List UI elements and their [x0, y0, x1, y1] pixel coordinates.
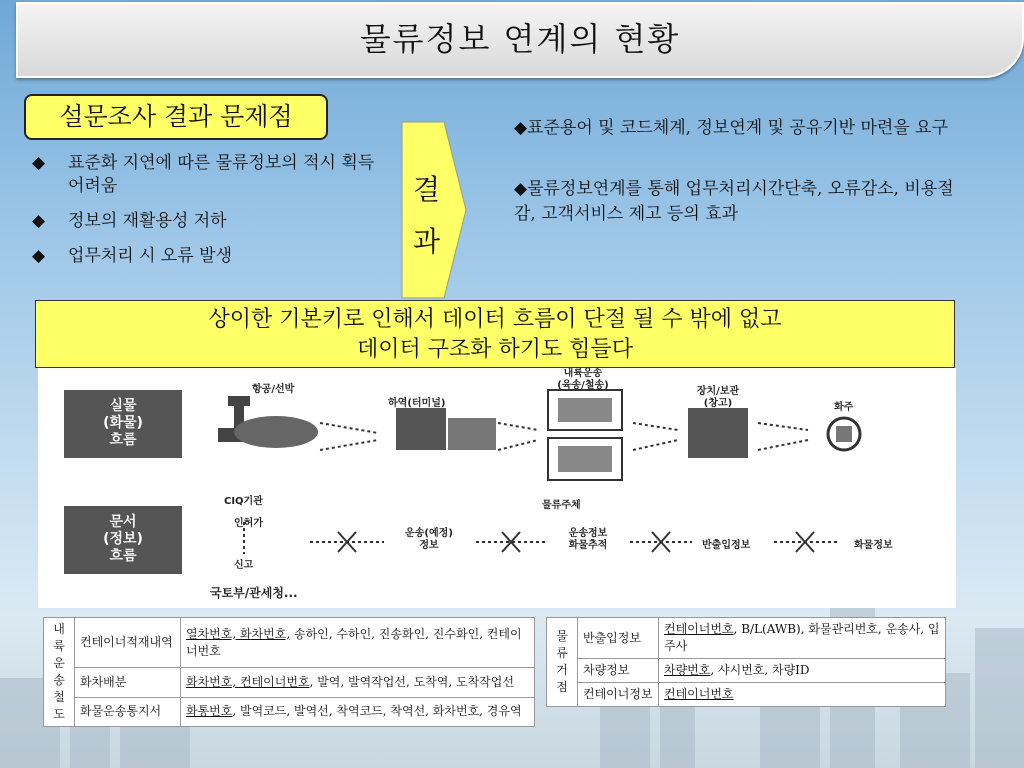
- hub-group-label: 물류거점: [547, 618, 578, 707]
- problem-item-text: 업무처리 시 오류 발생: [68, 246, 233, 266]
- table-cell: [181, 697, 535, 726]
- underlined-text: 차량번호: [664, 663, 711, 677]
- table-cell: 반출입정보: [578, 618, 659, 659]
- ciq-label: CIQ기관: [224, 496, 263, 507]
- page-title: 물류정보 연계의 현황: [359, 20, 681, 58]
- table-row: [547, 659, 946, 683]
- cell-text: 송하인, 수하인, 진송화인, 진수화인, 컨테이너번호: [186, 626, 522, 658]
- diamond-bullet-icon: ◆: [32, 246, 46, 266]
- table-cell: 화물운송통지서: [75, 697, 181, 726]
- problem-item: [32, 245, 392, 268]
- ministry-label: 국토부/관세청...: [210, 586, 298, 600]
- transport-track-label: 운송정보 화물추적: [568, 528, 608, 551]
- underlined-text: 열차번호, 화차번호,: [186, 626, 291, 641]
- title-bar: [16, 2, 1024, 78]
- banner-line-2: 데이터 구조화 하기도 힘들다: [356, 337, 633, 362]
- table-cell: [181, 618, 535, 668]
- diamond-bullet-icon: ◆: [32, 153, 46, 173]
- underlined-text: 컨테이너번호: [664, 687, 734, 701]
- terminal-icon: [396, 408, 496, 450]
- problem-item-text: 정보의 재활용성 저하: [68, 211, 227, 231]
- flow-diagram: [38, 368, 956, 608]
- inout-info-label: 반출입정보: [702, 540, 751, 551]
- underlined-text: 컨테이너번호: [664, 622, 734, 636]
- result-arrow-icon: [400, 120, 470, 300]
- airport-ship-icon: [218, 396, 318, 448]
- highlight-banner: [35, 300, 955, 368]
- transport-icon: [548, 390, 622, 480]
- problem-list: [32, 152, 392, 280]
- table-row: [44, 618, 535, 668]
- shipper-icon: [828, 418, 860, 450]
- warehouse-icon: [688, 408, 748, 458]
- table-cell: 컨테이너적재내역: [75, 618, 181, 668]
- problem-item: [32, 210, 392, 233]
- storage-label: 장치/보관 (창고): [696, 386, 740, 409]
- permit-label: 인허가: [234, 518, 263, 529]
- table-cell: [659, 659, 946, 683]
- cell-text: , 발역, 발역작업선, 도착역, 도착작업선: [309, 674, 514, 689]
- result-label-2: 과: [413, 225, 441, 258]
- cell-text: , 발역코드, 발역선, 착역코드, 착역선, 화차번호, 경유역: [232, 704, 522, 719]
- document-flow-label: 문서 (정보) 흐름: [103, 514, 143, 564]
- result-item: ◆물류정보연계를 통해 업무처리시간단축, 오류감소, 비용절감, 고객서비스 제고 등의 효과: [514, 179, 954, 224]
- diamond-bullet-icon: ◆: [32, 211, 46, 231]
- table-cell: 컨테이너정보: [578, 683, 659, 707]
- survey-result-label: 설문조사 결과 문제점: [24, 94, 328, 140]
- table-row: [44, 697, 535, 726]
- rail-group-label: 내륙운송철도: [44, 618, 75, 727]
- terminal-label: 하역(터미널): [388, 398, 446, 409]
- hub-table: [546, 617, 946, 707]
- underlined-text: 화차번호, 컨테이너번호: [186, 674, 310, 689]
- table-row: [547, 618, 946, 659]
- transport-info-label: 운송(예정) 정보: [405, 528, 453, 551]
- result-item: ◆표준용어 및 코드체계, 정보연계 및 공유기반 마련을 요구: [514, 118, 949, 138]
- cell-text: , B/L(AWB), 화물관리번호, 운송사, 입주사: [664, 622, 940, 653]
- result-list: [514, 116, 959, 263]
- rail-table: [43, 617, 535, 727]
- table-row: [44, 668, 535, 697]
- airport-label: 항공/선박: [252, 384, 295, 395]
- cargo-info-label: 화물정보: [854, 540, 893, 551]
- banner-line-1: 상이한 기본키로 인해서 데이터 흐름이 단절 될 수 밖에 없고: [208, 307, 782, 332]
- table-cell: 화차배분: [75, 668, 181, 697]
- problem-item-text: 표준화 지연에 따른 물류정보의 적시 획득 어려움: [68, 153, 375, 196]
- problem-item: [32, 152, 392, 198]
- table-cell: [181, 668, 535, 697]
- report-label: 신고: [234, 560, 254, 571]
- underlined-text: 화통번호: [186, 704, 233, 719]
- cell-text: , 샤시번호, 차량ID: [710, 663, 810, 677]
- logistics-subject-label: 물류주체: [542, 500, 581, 511]
- table-cell: [659, 683, 946, 707]
- physical-flow-label: 실물 (화물) 흐름: [103, 398, 143, 448]
- shipper-label: 화주: [834, 402, 854, 413]
- transport-label: 내륙운송 (육송/철송): [557, 368, 609, 391]
- table-cell: [659, 618, 946, 659]
- table-row: [547, 683, 946, 707]
- result-label-1: 결: [413, 173, 441, 206]
- table-cell: 차량정보: [578, 659, 659, 683]
